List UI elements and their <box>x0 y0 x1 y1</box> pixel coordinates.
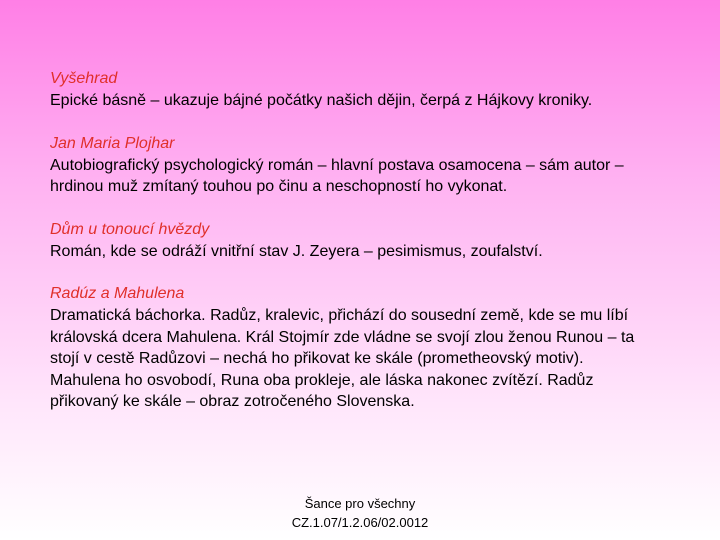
entry-text: Román, kde se odráží vnitřní stav J. Zeyera – pesimismus, zoufalství. <box>50 242 543 260</box>
footer-project-code: CZ.1.07/1.2.06/02.0012 <box>291 515 429 530</box>
entry-dum-u-tonouci-hvezdy <box>50 219 650 263</box>
slide-content <box>50 68 650 434</box>
entry-text: Epické básně – ukazuje bájné počátky našich dějin, čerpá z Hájkovy kroniky. <box>50 92 593 109</box>
entry-title: Dům u tonoucí hvězdy <box>50 220 210 238</box>
footer-project-name: Šance pro všechny <box>304 496 416 511</box>
entry-title: Jan Maria Plojhar <box>50 134 175 152</box>
entry-title: Radúz a Mahulena <box>50 285 185 302</box>
entry-raduz-a-mahulena <box>50 283 650 413</box>
entry-title: Vyšehrad <box>50 70 118 87</box>
footer <box>260 494 460 532</box>
entry-text: Autobiografický psychologický román – hlavní postava osamocena – sám autor – hrdinou muž zmítaný touhou po činu a neschopností ho vykonat. <box>50 156 624 195</box>
entry-jan-maria-plojhar <box>50 133 650 198</box>
entry-vysehrad <box>50 68 650 112</box>
entry-text: Dramatická báchorka. Radůz, kralevic, přichází do sousední země, kde se mu líbí královská dcera Mahulena. Král Stojmír zde vládne se svojí zlou ženou Runou – ta stojí v cestě Radůzovi – nechá ho přikovat ke skále (prometheovský motiv). Mahulena ho osvobodí, Runa oba prokleje, ale láska nakonec zvítězí. Radůz přikovaný ke skále – obraz zotročeného Slovenska. <box>50 307 635 410</box>
